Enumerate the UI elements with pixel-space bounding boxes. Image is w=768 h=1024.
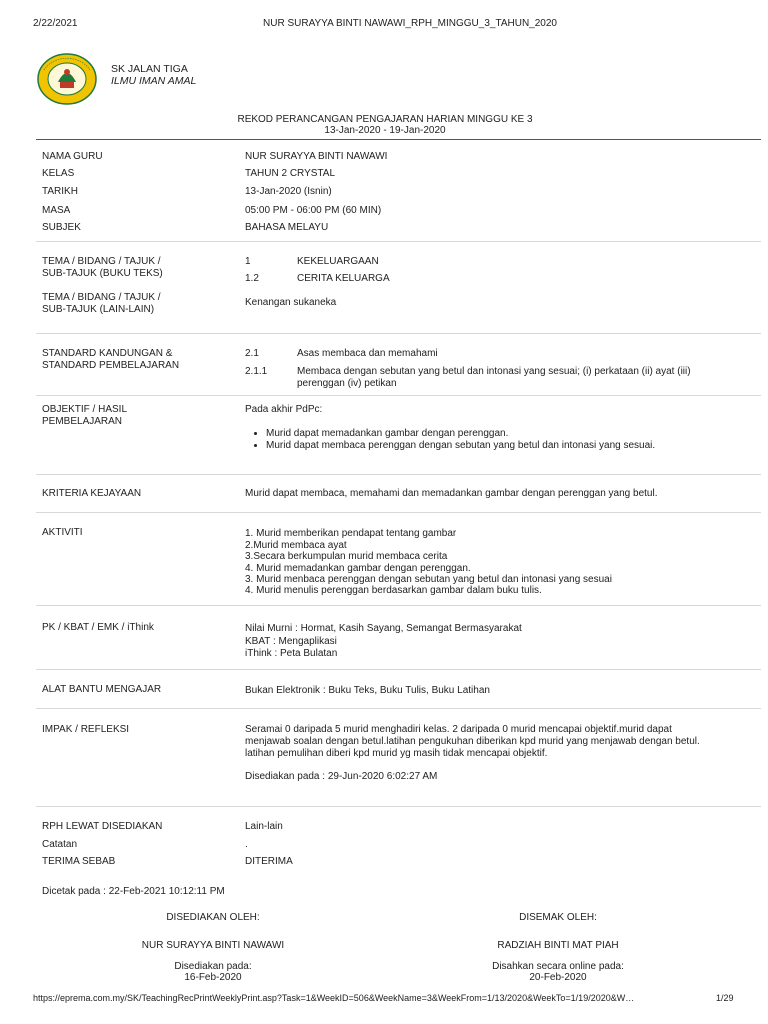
divider [36,333,761,334]
print-url: https://eprema.com.my/SK/TeachingRecPrintWeeklyPrint.asp?Task=1&WeekID=506&WeekName=3&WeekFrom=1/13/2020&WeekTo=1/19/2020&W… [33,993,635,1003]
catatan-label: Catatan [42,839,78,850]
print-page-number: 1/29 [716,993,734,1003]
disediakan-heading: DISEDIAKAN OLEH: [166,912,260,923]
nama-guru-value: NUR SURAYYA BINTI NAWAWI [245,151,388,162]
standard-label: STANDARD KANDUNGAN & STANDARD PEMBELAJARAN [42,348,180,371]
terima-sebab-label: TERIMA SEBAB [42,856,116,867]
print-date: 2/22/2021 [33,18,78,29]
disediakan-name: NUR SURAYYA BINTI NAWAWI [141,940,285,951]
dicetak-pada: Dicetak pada : 22-Feb-2021 10:12:11 PM [42,886,225,897]
impak-label: IMPAK / REFLEKSI [42,724,130,735]
disediakan-note: Disediakan pada: [174,961,252,972]
school-name: SK JALAN TIGA [111,63,188,75]
tema-item-num: 1 [245,256,251,267]
tema-lain-label: TEMA / BIDANG / TAJUK / SUB-TAJUK (LAIN-LAIN) [42,292,161,315]
tema-buku-label: TEMA / BIDANG / TAJUK / SUB-TAJUK (BUKU TEKS) [42,256,163,279]
disemak-name: RADZIAH BINTI MAT PIAH [497,940,619,951]
disemak-date: 20-Feb-2020 [529,972,587,983]
divider [36,708,761,709]
tema-lain-value: Kenangan sukaneka [245,297,337,308]
pk-line: iThink : Peta Bulatan [245,648,338,659]
tarikh-label: TARIKH [42,186,78,197]
divider [36,241,761,242]
objektif-list [246,428,736,452]
terima-sebab-value: DITERIMA [245,856,293,867]
impak-disediakan: Disediakan pada : 29-Jun-2020 6:02:27 AM [245,771,438,782]
tema-item-text: CERITA KELUARGA [297,273,390,284]
report-date-range: 13-Jan-2020 - 19-Jan-2020 [324,125,446,136]
pk-line: Nilai Murni : Hormat, Kasih Sayang, Semangat Bermasyarakat [245,623,522,634]
objektif-label: OBJEKTIF / HASIL PEMBELAJARAN [42,404,128,427]
disemak-note: Disahkan secara online pada: [492,961,624,972]
divider [36,395,761,396]
objektif-item: • Murid dapat membaca perenggan dengan sebutan yang betul dan intonasi yang sesuai. [266,440,736,452]
subjek-label: SUBJEK [42,222,81,233]
divider [36,806,761,807]
disediakan-date: 16-Feb-2020 [184,972,242,983]
school-motto: ILMU IMAN AMAL [111,75,197,87]
kelas-label: KELAS [42,168,75,179]
report-title: REKOD PERANCANGAN PENGAJARAN HARIAN MINGGU KE 3 [237,114,533,125]
masa-value: 05:00 PM - 06:00 PM (60 MIN) [245,205,382,216]
subjek-value: BAHASA MELAYU [245,222,329,233]
pk-label: PK / KBAT / EMK / iThink [42,622,154,633]
tema-item-num: 1.2 [245,273,259,284]
aktiviti-line: 2.Murid membaca ayat [245,540,347,551]
kelas-value: TAHUN 2 CRYSTAL [245,168,336,179]
nama-guru-label: NAMA GURU [42,151,103,162]
divider [36,669,761,670]
standard-item-text: Asas membaca dan memahami [297,348,438,359]
alat-label: ALAT BANTU MENGAJAR [42,684,162,695]
aktiviti-line: 4. Murid memadankan gambar dengan perenggan. [245,563,471,574]
aktiviti-line: 4. Murid menulis perenggan berdasarkan gambar dalam buku tulis. [245,585,542,596]
tarikh-value: 13-Jan-2020 (Isnin) [245,186,332,197]
objektif-item: • Murid dapat memadankan gambar dengan perenggan. [266,428,736,440]
kriteria-label: KRITERIA KEJAYAAN [42,488,142,499]
aktiviti-line: 3.Secara berkumpulan murid membaca cerita [245,551,448,562]
rph-lewat-label: RPH LEWAT DISEDIAKAN [42,821,163,832]
objektif-intro: Pada akhir PdPc: [245,404,323,415]
aktiviti-line: 1. Murid memberikan pendapat tentang gambar [245,528,457,539]
masa-label: MASA [42,205,71,216]
disemak-heading: DISEMAK OLEH: [519,912,597,923]
kriteria-value: Murid dapat membaca, memahami dan memadankan gambar dengan perenggan yang betul. [245,488,658,499]
divider [36,474,761,475]
print-page-title: NUR SURAYYA BINTI NAWAWI_RPH_MINGGU_3_TAHUN_2020 [263,18,557,29]
title-divider [36,139,761,140]
school-logo [36,52,98,106]
tema-item-text: KEKELUARGAAN [297,256,379,267]
catatan-value: . [245,839,248,850]
standard-item-num: 2.1 [245,348,259,359]
standard-item-num: 2.1.1 [245,366,268,377]
standard-item-text: Membaca dengan sebutan yang betul dan intonasi yang sesuai; (i) perkataan (ii) ayat (iii) perenggan (iv) petikan [297,366,691,389]
aktiviti-line: 3. Murid menbaca perenggan dengan sebutan yang betul dan intonasi yang sesuai [245,574,612,585]
divider [36,512,761,513]
impak-value: Seramai 0 daripada 5 murid menghadiri kelas. 2 daripada 0 murid mencapai objektif.murid dapat menjawab soalan dengan betul.latihan pengukuhan diberikan kpd murid yang menjawab dengan betul. latihan pemulihan diberi kpd murid yg masih tidak mencapai objektif. [245,724,700,759]
divider [36,605,761,606]
alat-value: Bukan Elektronik : Buku Teks, Buku Tulis, Buku Latihan [245,685,490,696]
aktiviti-label: AKTIVITI [42,527,83,538]
pk-line: KBAT : Mengaplikasi [245,636,337,647]
rph-lewat-value: Lain-lain [245,821,283,832]
